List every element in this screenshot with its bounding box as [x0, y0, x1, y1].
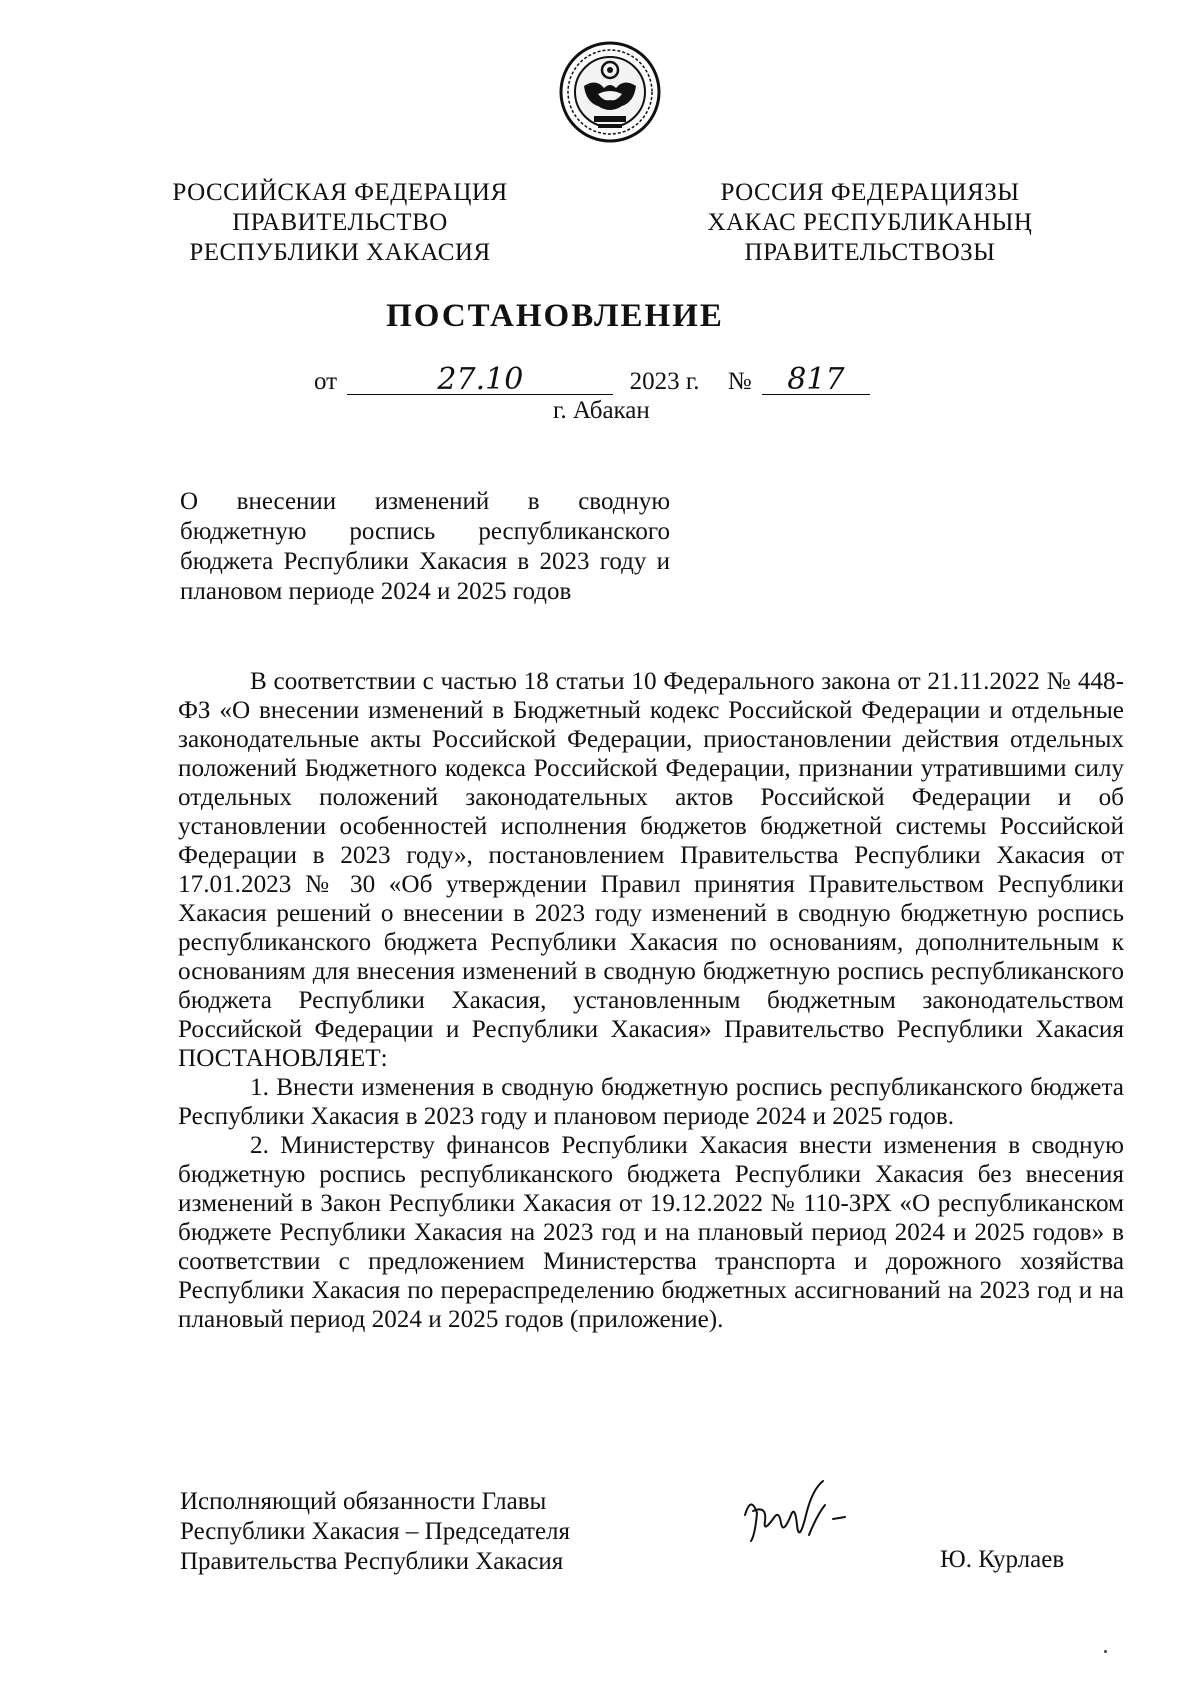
- city: г. Абакан: [553, 397, 650, 424]
- handwritten-signature-icon: [737, 1475, 877, 1553]
- subject: О внесении изменений в сводную бюджетную роспись республиканского бюджета Республики Хакасия в 2023 году и плановом периоде 2024 и 2025 годов: [180, 488, 670, 605]
- year-text: 2023 г.: [629, 368, 700, 395]
- date-field: 27.10: [347, 366, 613, 395]
- coat-of-arms-icon: [558, 40, 662, 144]
- document-title: ПОСТАНОВЛЕНИЕ: [386, 298, 724, 334]
- header-left-line-2: ПРАВИТЕЛЬСТВО: [232, 209, 448, 236]
- header-left-line-1: РОССИЙСКАЯ ФЕДЕРАЦИЯ: [172, 179, 508, 206]
- date-prefix: от: [314, 368, 338, 395]
- body-paragraph-preamble: В соответствии с частью 18 статьи 10 Федерального закона от 21.11.2022 № 448-ФЗ «О внесении изменений в Бюджетный кодекс Российской Федерации и отдельные законодательные акты Российской Федерации, приостановлении действия отдельных положений Бюджетного кодекса Российской Федерации, признании утратившими силу отдельных положений законодательных актов Российской Федерации и об установлении особенностей исполнения бюджетов бюджетной системы Российской Федерации в 2023 году», постановлением Правительства Республики Хакасия от 17.01.2023 № 30 «Об утверждении Правил принятия Правительством Республики Хакасия решений о внесении в 2023 году изменений в сводную бюджетную роспись республиканского бюджета Республики Хакасия по основаниям, дополнительным к основаниям для внесения изменений в сводную бюджетную роспись республиканского бюджета Республики Хакасия, установленным бюджетным законодательством Российской Федерации и Республики Хакасия» Правительство Республики Хакасия ПОСТАНОВЛЯЕТ:: [178, 668, 1124, 1072]
- signatory-position: [180, 1487, 570, 1577]
- header-left-line-3: РЕСПУБЛИКИ ХАКАСИЯ: [189, 239, 491, 266]
- signatory-position-line-3: Правительства Республики Хакасия: [180, 1548, 564, 1575]
- signatory-name: Ю. Курлаев: [940, 1546, 1065, 1573]
- date-line: [314, 362, 870, 397]
- body-paragraph-1: 1. Внести изменения в сводную бюджетную роспись республиканского бюджета Республики Хакасия в 2023 году и плановом периоде 2024 и 2025 годов.: [178, 1074, 1124, 1130]
- signatory-position-line-1: Исполняющий обязанности Главы: [180, 1488, 547, 1515]
- number-field: 817: [762, 366, 870, 395]
- signatory-position-line-2: Республики Хакасия – Председателя: [180, 1518, 571, 1545]
- body-paragraph-2: 2. Министерству финансов Республики Хакасия внести изменения в сводную бюджетную роспись республиканского бюджета Республики Хакасия без внесения изменений в Закон Республики Хакасия от 19.12.2022 № 110-ЗРХ «О республиканском бюджете Республики Хакасия на 2023 год и на плановый период 2024 и 2025 годов» в соответствии с предложением Министерства транспорта и дорожного хозяйства Республики Хакасия по перераспределению бюджетных ассигнований на 2023 год и на плановый период 2024 и 2025 годов (приложение).: [178, 1132, 1124, 1333]
- header-right-line-1: РОССИЯ ФЕДЕРАЦИЯЗЫ: [720, 179, 1020, 206]
- header-left: [160, 178, 520, 268]
- scan-dot: [1104, 1650, 1107, 1653]
- header-right-line-2: ХАКАС РЕСПУБЛИКАНЫҢ: [707, 209, 1033, 236]
- number-label: №: [727, 368, 752, 395]
- header-right: [690, 178, 1050, 268]
- header-right-line-3: ПРАВИТЕЛЬСТВОЗЫ: [744, 239, 996, 266]
- body: [178, 667, 1124, 1334]
